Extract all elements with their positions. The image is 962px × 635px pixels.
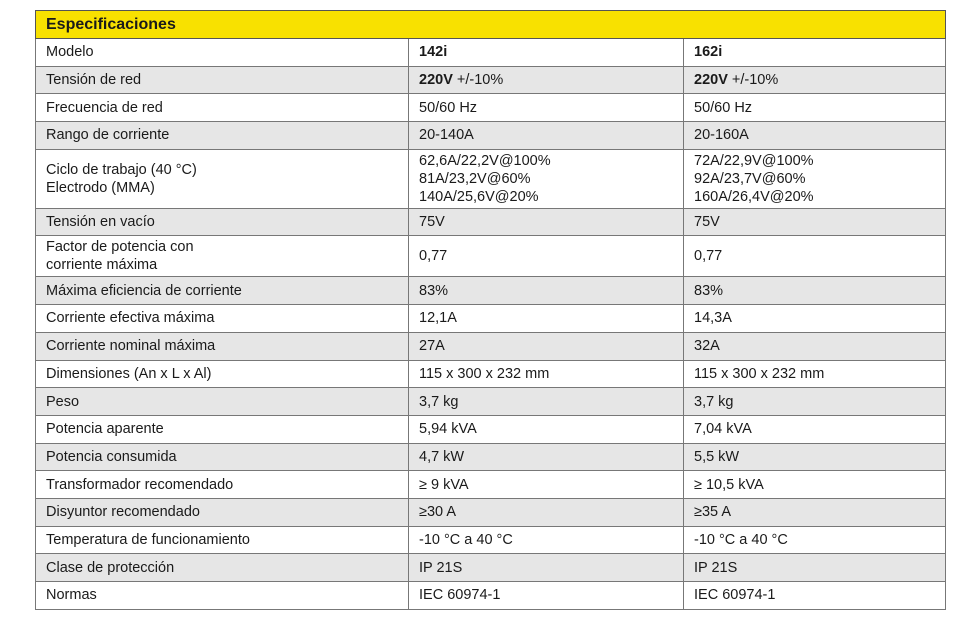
value-a: -10 °C a 40 °C: [409, 526, 684, 554]
row-label: Tensión en vacío: [36, 208, 409, 236]
value-b: 50/60 Hz: [684, 94, 946, 122]
value-a: 75V: [409, 208, 684, 236]
value-a: IEC 60974-1: [409, 582, 684, 610]
row-label: [36, 236, 409, 277]
row-label: Peso: [36, 388, 409, 416]
row-label: Normas: [36, 582, 409, 610]
row-label-line: corriente máxima: [46, 257, 158, 274]
value-a: 20-140A: [409, 122, 684, 150]
row-label-line: Electrodo (MMA): [46, 179, 155, 196]
value-a: 3,7 kg: [409, 388, 684, 416]
value-b: 32A: [684, 332, 946, 360]
row-label-line: Ciclo de trabajo (40 °C): [46, 161, 197, 178]
value-a: ≥ 9 kVA: [409, 471, 684, 499]
row-label: Transformador recomendado: [36, 471, 409, 499]
row-label: Disyuntor recomendado: [36, 498, 409, 526]
row-label: Frecuencia de red: [36, 94, 409, 122]
value-b: 20-160A: [684, 122, 946, 150]
value-b-line: 160A/26,4V@20%: [694, 188, 814, 205]
table-row: [36, 582, 946, 610]
header-label: Modelo: [36, 39, 409, 67]
value-b: 83%: [684, 277, 946, 305]
table-row: [36, 208, 946, 236]
table-row: [36, 332, 946, 360]
header-row: [36, 39, 946, 67]
row-label: [36, 149, 409, 208]
table-row: [36, 526, 946, 554]
row-label-line: Factor de potencia con: [46, 239, 194, 256]
table-row: [36, 66, 946, 94]
row-label: Corriente nominal máxima: [36, 332, 409, 360]
spec-table: [35, 10, 946, 610]
value-a-rest: +/-10%: [452, 72, 504, 89]
row-label: Tensión de red: [36, 66, 409, 94]
table-row: [36, 360, 946, 388]
table-title: Especificaciones: [36, 11, 946, 39]
value-b: IP 21S: [684, 554, 946, 582]
value-b-bold: 220V: [694, 72, 728, 89]
value-b-line: 92A/23,7V@60%: [694, 170, 806, 187]
value-a: 83%: [409, 277, 684, 305]
value-a: 50/60 Hz: [409, 94, 684, 122]
value-b: ≥ 10,5 kVA: [684, 471, 946, 499]
table-row: [36, 443, 946, 471]
title-row: [36, 11, 946, 39]
value-b: 3,7 kg: [684, 388, 946, 416]
value-b: [684, 66, 946, 94]
table-row: [36, 388, 946, 416]
value-a-bold: 220V: [419, 72, 453, 89]
value-a: IP 21S: [409, 554, 684, 582]
value-b-rest: +/-10%: [727, 72, 779, 89]
value-b: [684, 149, 946, 208]
value-a: ≥30 A: [409, 498, 684, 526]
value-a: 5,94 kVA: [409, 415, 684, 443]
table-row: [36, 305, 946, 333]
table-row: [36, 415, 946, 443]
model-a-header: 142i: [409, 39, 684, 67]
value-b: 5,5 kW: [684, 443, 946, 471]
row-label: Rango de corriente: [36, 122, 409, 150]
value-a: [409, 66, 684, 94]
row-label: Dimensiones (An x L x Al): [36, 360, 409, 388]
value-a-line: 140A/25,6V@20%: [419, 188, 539, 205]
row-label: Clase de protección: [36, 554, 409, 582]
row-label: Potencia aparente: [36, 415, 409, 443]
row-label: Potencia consumida: [36, 443, 409, 471]
table-row: [36, 236, 946, 277]
table-row: [36, 554, 946, 582]
table-row: [36, 149, 946, 208]
value-b: -10 °C a 40 °C: [684, 526, 946, 554]
model-b-header: 162i: [684, 39, 946, 67]
value-a: 115 x 300 x 232 mm: [409, 360, 684, 388]
value-b: 75V: [684, 208, 946, 236]
value-a: 0,77: [409, 236, 684, 277]
value-b: 7,04 kVA: [684, 415, 946, 443]
value-b: IEC 60974-1: [684, 582, 946, 610]
table-row: [36, 471, 946, 499]
value-a: 4,7 kW: [409, 443, 684, 471]
table-row: [36, 277, 946, 305]
value-a-line: 81A/23,2V@60%: [419, 170, 531, 187]
value-a-line: 62,6A/22,2V@100%: [419, 152, 551, 169]
table-row: [36, 94, 946, 122]
table-row: [36, 498, 946, 526]
value-a: 12,1A: [409, 305, 684, 333]
row-label: Corriente efectiva máxima: [36, 305, 409, 333]
value-a: [409, 149, 684, 208]
value-b: 14,3A: [684, 305, 946, 333]
value-a: 27A: [409, 332, 684, 360]
value-b: 0,77: [684, 236, 946, 277]
row-label: Máxima eficiencia de corriente: [36, 277, 409, 305]
value-b-line: 72A/22,9V@100%: [694, 152, 814, 169]
value-b: 115 x 300 x 232 mm: [684, 360, 946, 388]
table-row: [36, 122, 946, 150]
value-b: ≥35 A: [684, 498, 946, 526]
row-label: Temperatura de funcionamiento: [36, 526, 409, 554]
